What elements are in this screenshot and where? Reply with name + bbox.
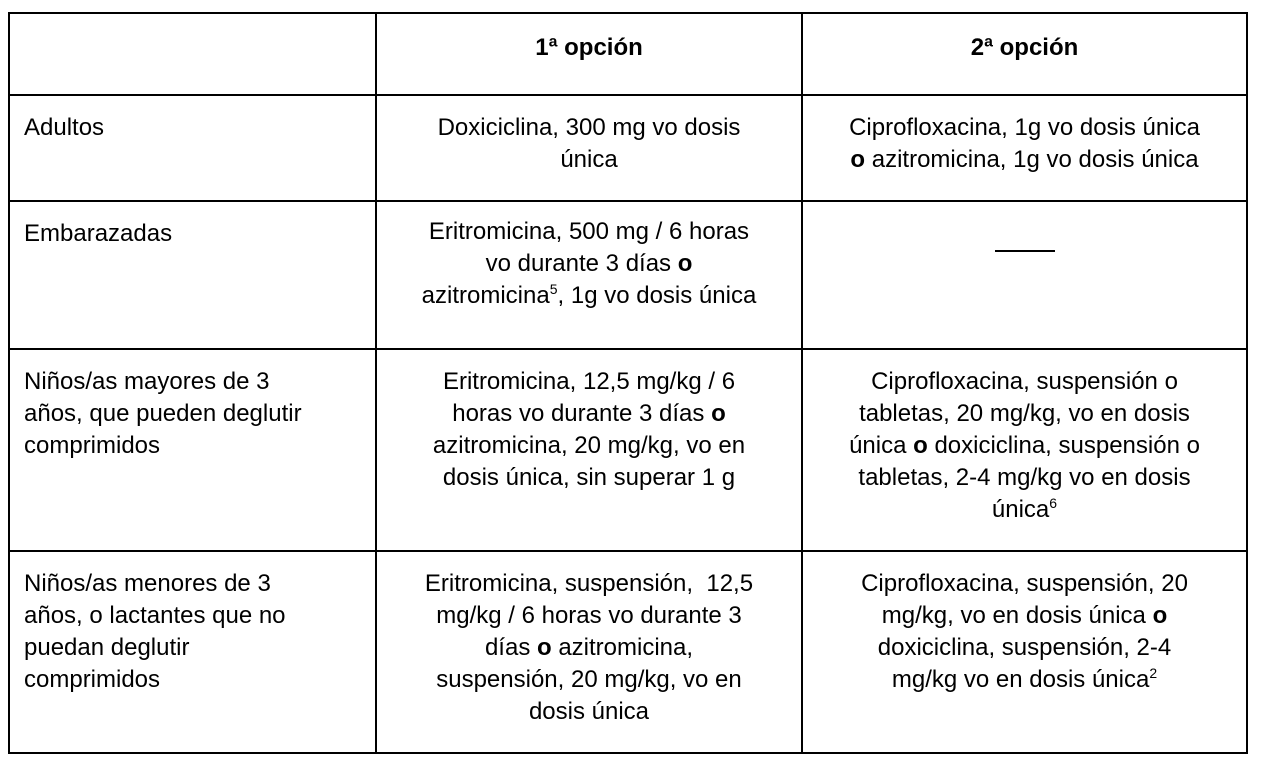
text-segment: única (991, 496, 1050, 523)
first-option-cell (376, 551, 802, 753)
text-line (813, 494, 1236, 526)
text-line (813, 664, 1236, 696)
header-second-option: 2ª opción (802, 13, 1247, 95)
text-segment: horas vo durante 3 días (452, 400, 712, 427)
header-first-option: 1ª opción (376, 13, 802, 95)
text-segment: vo durante 3 días (485, 250, 678, 277)
or-connector: o (711, 400, 726, 427)
population-label: Embarazadas (24, 220, 173, 247)
population-cell (9, 201, 376, 349)
or-connector: o (1152, 602, 1168, 629)
or-connector: o (677, 250, 693, 277)
text-segment: , 1g vo dosis única (557, 282, 757, 309)
footnote-ref: 6 (1049, 495, 1058, 511)
table-row (9, 349, 1247, 551)
text-segment: azitromicina (421, 282, 550, 309)
population-label-line: Niños/as mayores de 3 (24, 368, 270, 395)
text-line (813, 600, 1236, 632)
population-label-line: puedan deglutir (24, 634, 190, 661)
population-label-line: comprimidos (24, 432, 161, 459)
header-row (9, 13, 1247, 95)
header-corner-cell (9, 13, 376, 95)
population-label: Adultos (24, 114, 105, 141)
text-segment: doxiciclina, suspensión o (927, 432, 1200, 459)
text-segment: días (484, 634, 537, 661)
text-line (387, 248, 791, 280)
text-line: tabletas, 20 mg/kg, vo en dosis (859, 400, 1190, 427)
or-connector: o (536, 634, 552, 661)
text-segment: mg/kg vo en dosis única (891, 666, 1150, 693)
text-line: única (560, 146, 618, 173)
text-line: Eritromicina, 12,5 mg/kg / 6 (442, 368, 736, 395)
population-label-line: Niños/as menores de 3 (24, 570, 271, 597)
text-segment: mg/kg, vo en dosis única (881, 602, 1153, 629)
first-option-cell (376, 349, 802, 551)
empty-dash (995, 250, 1055, 252)
text-line (813, 430, 1236, 462)
second-option-cell (802, 349, 1247, 551)
population-label-line: comprimidos (24, 666, 161, 693)
footnote-ref: 2 (1149, 665, 1158, 681)
text-line: Eritromicina, 500 mg / 6 horas (428, 218, 750, 245)
text-line: Ciprofloxacina, 1g vo dosis única (849, 114, 1200, 141)
population-cell (9, 349, 376, 551)
second-option-cell (802, 95, 1247, 201)
text-line: mg/kg / 6 horas vo durante 3 (436, 602, 742, 629)
text-line: Doxiciclina, 300 mg vo dosis (437, 114, 741, 141)
table-row (9, 551, 1247, 753)
text-line: azitromicina, 20 mg/kg, vo en (432, 432, 746, 459)
table-row (9, 95, 1247, 201)
first-option-cell (376, 201, 802, 349)
dosage-table (8, 12, 1248, 754)
text-line (387, 632, 791, 664)
text-line: doxiciclina, suspensión, 2-4 (877, 634, 1172, 661)
text-line (387, 280, 791, 312)
text-line: Ciprofloxacina, suspensión o (871, 368, 1178, 395)
population-label-line: años, que pueden deglutir (24, 400, 302, 427)
population-cell (9, 95, 376, 201)
text-line: dosis única, sin superar 1 g (442, 464, 736, 491)
or-connector: o (850, 146, 866, 173)
or-connector: o (913, 432, 928, 459)
population-cell (9, 551, 376, 753)
text-line (387, 398, 791, 430)
text-segment: azitromicina, 1g vo dosis única (865, 146, 1199, 173)
text-segment: azitromicina, (551, 634, 694, 661)
text-line: dosis única (528, 698, 650, 725)
text-line (813, 144, 1236, 176)
text-segment: única (849, 432, 914, 459)
second-option-cell (802, 201, 1247, 349)
population-label-line: años, o lactantes que no (24, 602, 286, 629)
text-line: Eritromicina, suspensión, 12,5 (424, 570, 754, 597)
text-line: Ciprofloxacina, suspensión, 20 (861, 570, 1188, 597)
first-option-cell (376, 95, 802, 201)
footnote-ref: 5 (549, 281, 558, 297)
second-option-cell (802, 551, 1247, 753)
text-line: tabletas, 2-4 mg/kg vo en dosis (858, 464, 1191, 491)
table-row (9, 201, 1247, 349)
text-line: suspensión, 20 mg/kg, vo en (436, 666, 742, 693)
